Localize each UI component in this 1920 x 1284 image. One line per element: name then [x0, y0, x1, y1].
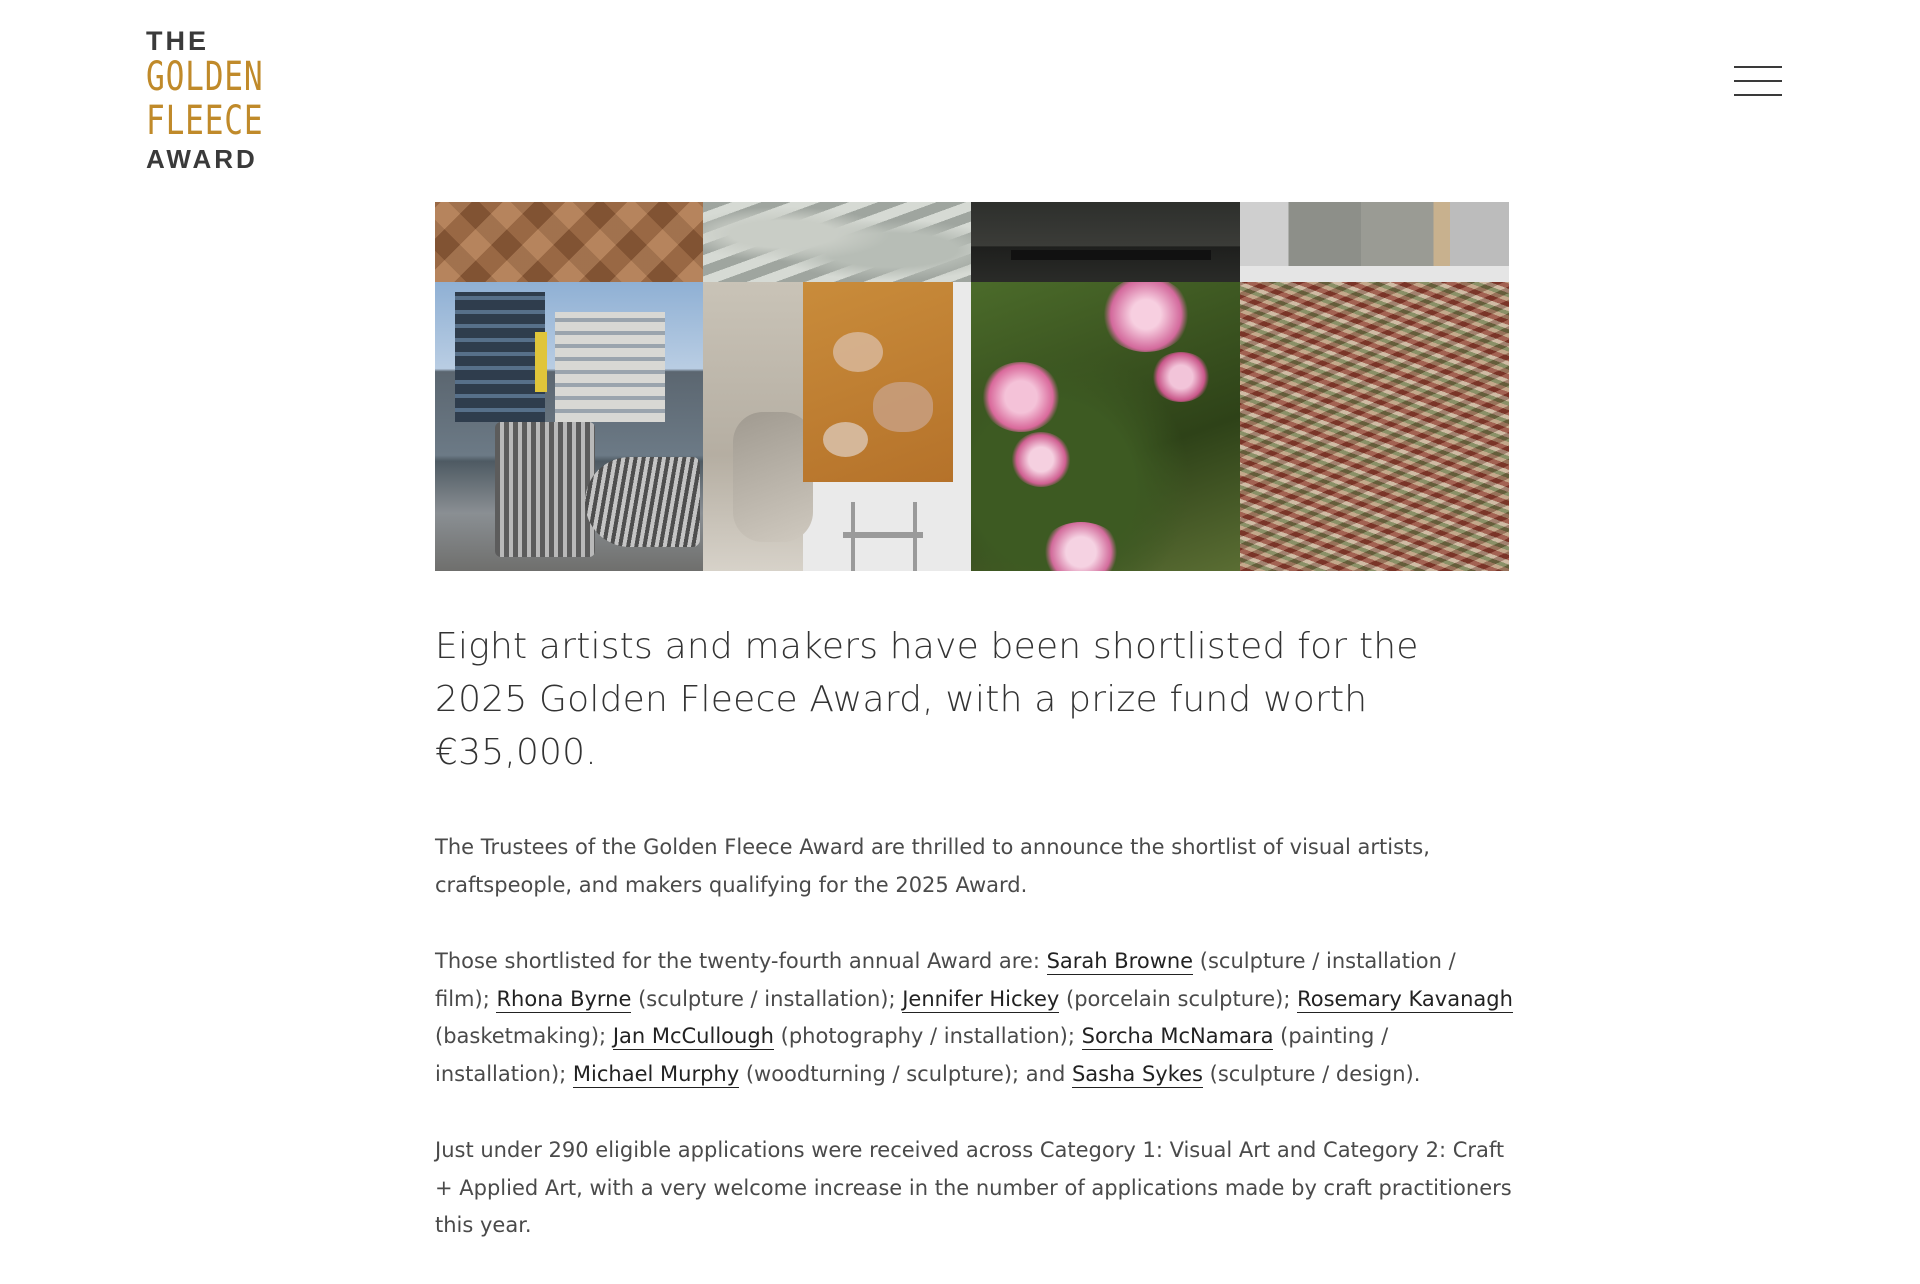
artist-link-jan-mccullough[interactable]: Jan McCullough [612, 1024, 774, 1048]
collage-dark-interior-image [971, 202, 1240, 282]
logo-award: AWARD [146, 144, 258, 174]
artist-discipline: (woodturning / sculpture); and [739, 1061, 1072, 1086]
shortlist-paragraph [435, 943, 1515, 1093]
artist-discipline: (basketmaking); [435, 1024, 613, 1048]
logo-golden: GOLDEN [146, 54, 264, 100]
applications-paragraph: Just under 290 eligible applications were received across Category 1: Visual Art and Category 2: Craft + Applied Art, with a very welcome increase in the number of applications made by craft practitioners this year. [435, 1138, 1512, 1237]
artist-discipline: (sculpture / installation); [631, 986, 903, 1011]
artist-link-sasha-sykes[interactable]: Sasha Sykes [1071, 1061, 1203, 1086]
menu-bar [1734, 94, 1782, 96]
artist-discipline: (sculpture / design). [1203, 1061, 1421, 1086]
collage-stone-slab-image [1240, 202, 1509, 282]
logo-fleece: FLEECE [146, 98, 264, 144]
menu-bar [1734, 66, 1782, 68]
collage-porcelain-image [703, 202, 971, 282]
collage-dublin-sculpture-image [435, 282, 703, 571]
artist-discipline: (porcelain sculpture); [1059, 986, 1298, 1011]
article-body [435, 620, 1515, 1284]
menu-bar [1734, 80, 1782, 82]
artist-link-michael-murphy[interactable]: Michael Murphy [572, 1061, 740, 1086]
collage-wood-parquet-image [435, 202, 703, 282]
artist-link-jennifer-hickey[interactable]: Jennifer Hickey [902, 986, 1060, 1011]
artist-link-rosemary-kavanagh[interactable]: Rosemary Kavanagh [1297, 986, 1513, 1011]
logo-the: THE [146, 26, 209, 56]
artist-discipline: (sculpture / installation / film); [435, 949, 1456, 1011]
hero-collage [435, 202, 1509, 571]
collage-pink-flowers-image [971, 282, 1240, 571]
artist-discipline: (painting / installation); [435, 1024, 1389, 1086]
article-intro: The Trustees of the Golden Fleece Award are thrilled to announce the shortlist of visual artists, craftspeople, and makers qualifying for the 2025 Award. [435, 835, 1430, 897]
artist-discipline: (photography / installation); [773, 1024, 1082, 1048]
article-lead: Eight artists and makers have been shortlisted for the 2025 Golden Fleece Award, with a prize fund worth €35,000. [435, 626, 1419, 773]
collage-woven-basket-image [1240, 282, 1509, 571]
golden-fleece-logo[interactable] [146, 28, 266, 173]
artist-link-rhona-byrne[interactable]: Rhona Byrne [496, 986, 632, 1011]
artist-link-sorcha-mcnamara[interactable]: Sorcha McNamara [1081, 1024, 1274, 1048]
artist-link-sarah-browne[interactable]: Sarah Browne [1046, 949, 1194, 973]
collage-studio-painting-image [703, 282, 971, 571]
hamburger-menu-icon[interactable] [1734, 66, 1782, 98]
shortlist-prefix: Those shortlisted for the twenty-fourth annual Award are: [435, 949, 1047, 973]
